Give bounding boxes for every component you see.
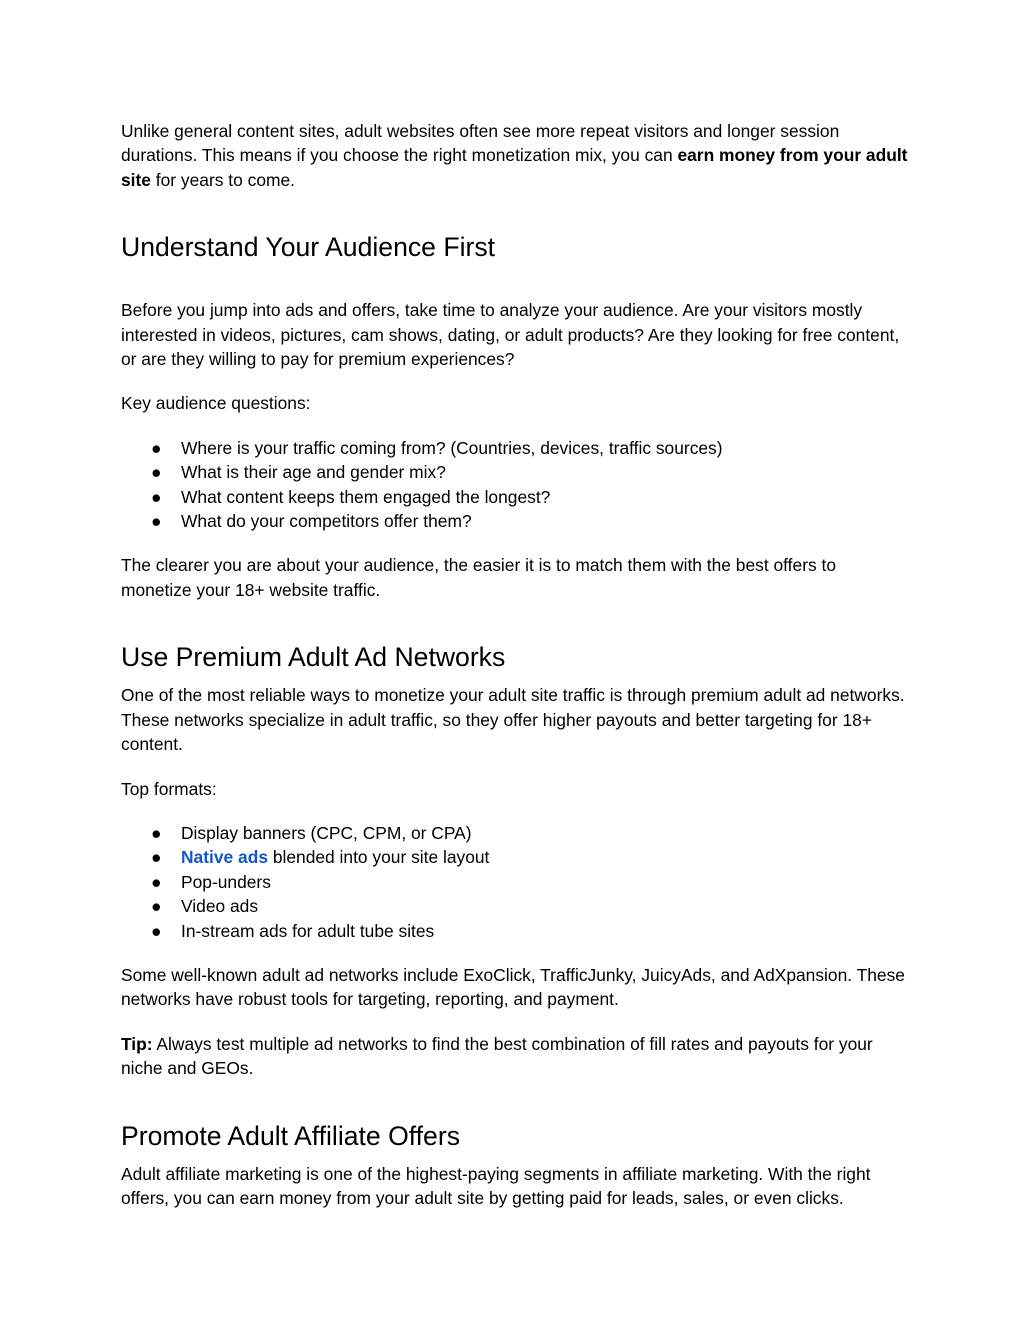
intro-paragraph [121,119,911,192]
networks-paragraph: One of the most reliable ways to monetize your adult site traffic is through premium adult ad networks. These networks specialize in adult traffic, so they offer higher payouts and better targeting for 18+ content. [121,685,905,755]
intro-text-after: for years to come. [150,169,295,190]
list-item-text: What is their age and gender mix? [181,462,446,483]
formats-list [121,821,911,943]
list-item [121,485,911,509]
bullet-icon: ● [151,486,162,507]
bullet-icon: ● [151,847,162,868]
tip-text: Always test multiple ad networks to find the best combination of fill rates and payouts for your niche and GEOs. [121,1033,873,1079]
tip-paragraph [121,1032,911,1081]
bullet-icon: ● [151,437,162,458]
networks-examples-paragraph: Some well-known adult ad networks include ExoClick, TrafficJunky, JuicyAds, and AdXpansion. These networks have robust tools for targeting, reporting, and payment. [121,964,905,1010]
list-item-text: Display banners (CPC, CPM, or CPA) [181,822,472,843]
list-item [121,460,911,484]
bullet-icon: ● [151,920,162,941]
bullet-icon: ● [151,511,162,532]
bullet-icon: ● [151,896,162,917]
key-questions-label: Key audience questions: [121,393,311,414]
list-item-text: Video ads [181,896,259,917]
heading-networks: Use Premium Adult Ad Networks [121,642,506,673]
list-item [121,821,911,845]
intro-text-before: Unlike general content sites, adult websites often see more repeat visitors and longer session durations. This means if you choose the right monetization mix, you can [121,121,840,166]
list-item [121,894,911,918]
bullet-icon: ● [151,822,162,843]
list-item [121,845,911,869]
list-item [121,509,911,533]
list-item-text: What content keeps them engaged the longest? [181,486,551,507]
audience-paragraph: Before you jump into ads and offers, take time to analyze your audience. Are your visitors mostly interested in videos, pictures, cam shows, dating, or adult products? Are they looking for free content, or are they willing to pay for premium experiences? [121,300,900,370]
formats-label: Top formats: [121,778,217,799]
native-ads-link[interactable]: Native ads [181,847,268,868]
heading-audience: Understand Your Audience First [121,232,496,263]
heading-affiliate: Promote Adult Affiliate Offers [121,1120,461,1151]
list-item [121,870,911,894]
list-item-text: Where is your traffic coming from? (Countries, devices, traffic sources) [181,437,723,458]
document-page [121,119,911,1210]
bullet-icon: ● [151,871,162,892]
audience-closing-paragraph: The clearer you are about your audience, the easier it is to match them with the best offers to monetize your 18+ website traffic. [121,555,837,600]
bullet-icon: ● [151,462,162,483]
list-item-text: Pop-unders [181,871,271,892]
list-item [121,436,911,460]
list-item-text: What do your competitors offer them? [181,511,472,532]
intro-bold-phrase: earn money from your adult site [121,145,908,190]
list-item-text: In-stream ads for adult tube sites [181,920,435,941]
audience-questions-list [121,436,911,534]
affiliate-paragraph: Adult affiliate marketing is one of the highest-paying segments in affiliate marketing. With the right offers, you can earn money from your adult site by getting paid for leads, sales, or even clicks. [121,1163,871,1208]
list-item-text: blended into your site layout [268,847,490,868]
list-item [121,919,911,943]
tip-label: Tip: [121,1033,153,1054]
